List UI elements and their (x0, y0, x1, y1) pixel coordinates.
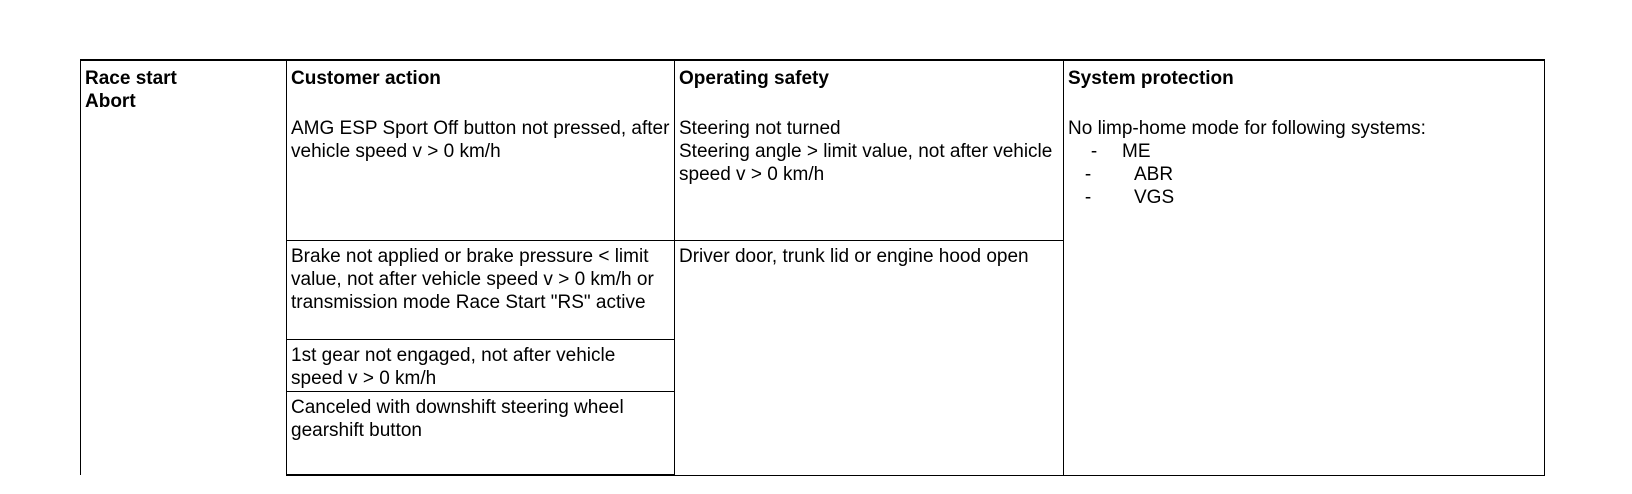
customer-action-text: AMG ESP Sport Off button not pressed, after vehicle speed v > 0 km/h (291, 118, 670, 162)
race-start-abort-body-cell (81, 113, 287, 475)
customer-action-text: Brake not applied or brake pressure < limit value, not after vehicle speed v > 0 km/h or transmission mode Race Start "RS" active (291, 245, 654, 313)
list-item (1068, 140, 1540, 163)
system-protection-item: ME (1122, 141, 1151, 162)
customer-action-cell (287, 240, 675, 339)
customer-action-text: 1st gear not engaged, not after vehicle speed v > 0 km/h (291, 344, 616, 389)
system-protection-header-cell (1064, 60, 1545, 113)
customer-action-cell (287, 339, 675, 391)
race-start-abort-header: Race start Abort (85, 68, 177, 112)
operating-safety-header: Operating safety (679, 68, 829, 89)
customer-action-cell (287, 391, 675, 475)
system-protection-item: ABR (1134, 164, 1174, 185)
race-start-abort-header-cell (81, 60, 287, 113)
bullet-dash: - (1084, 187, 1092, 208)
race-start-abort-table (80, 59, 1545, 476)
system-protection-intro: No limp-home mode for following systems: (1068, 118, 1426, 139)
list-item (1068, 163, 1540, 186)
system-protection-list (1068, 140, 1540, 209)
system-protection-item: VGS (1134, 187, 1175, 208)
system-protection-cell (1064, 113, 1545, 475)
list-item (1068, 186, 1540, 209)
bullet-dash: - (1084, 164, 1092, 185)
customer-action-text: Canceled with downshift steering wheel gearshift button (291, 396, 624, 441)
customer-action-cell (287, 113, 675, 240)
table-row (81, 113, 1545, 240)
operating-safety-cell (675, 240, 1064, 475)
operating-safety-cell (675, 113, 1064, 240)
bullet-dash: - (1090, 141, 1098, 162)
operating-safety-text: Steering not turned Steering angle > limit value, not after vehicle speed v > 0 km/h (679, 118, 1053, 185)
system-protection-header: System protection (1068, 68, 1234, 89)
operating-safety-text: Driver door, trunk lid or engine hood open (679, 245, 1029, 267)
customer-action-header-cell (287, 60, 675, 113)
header-row (81, 60, 1545, 113)
operating-safety-header-cell (675, 60, 1064, 113)
customer-action-header: Customer action (291, 68, 441, 89)
